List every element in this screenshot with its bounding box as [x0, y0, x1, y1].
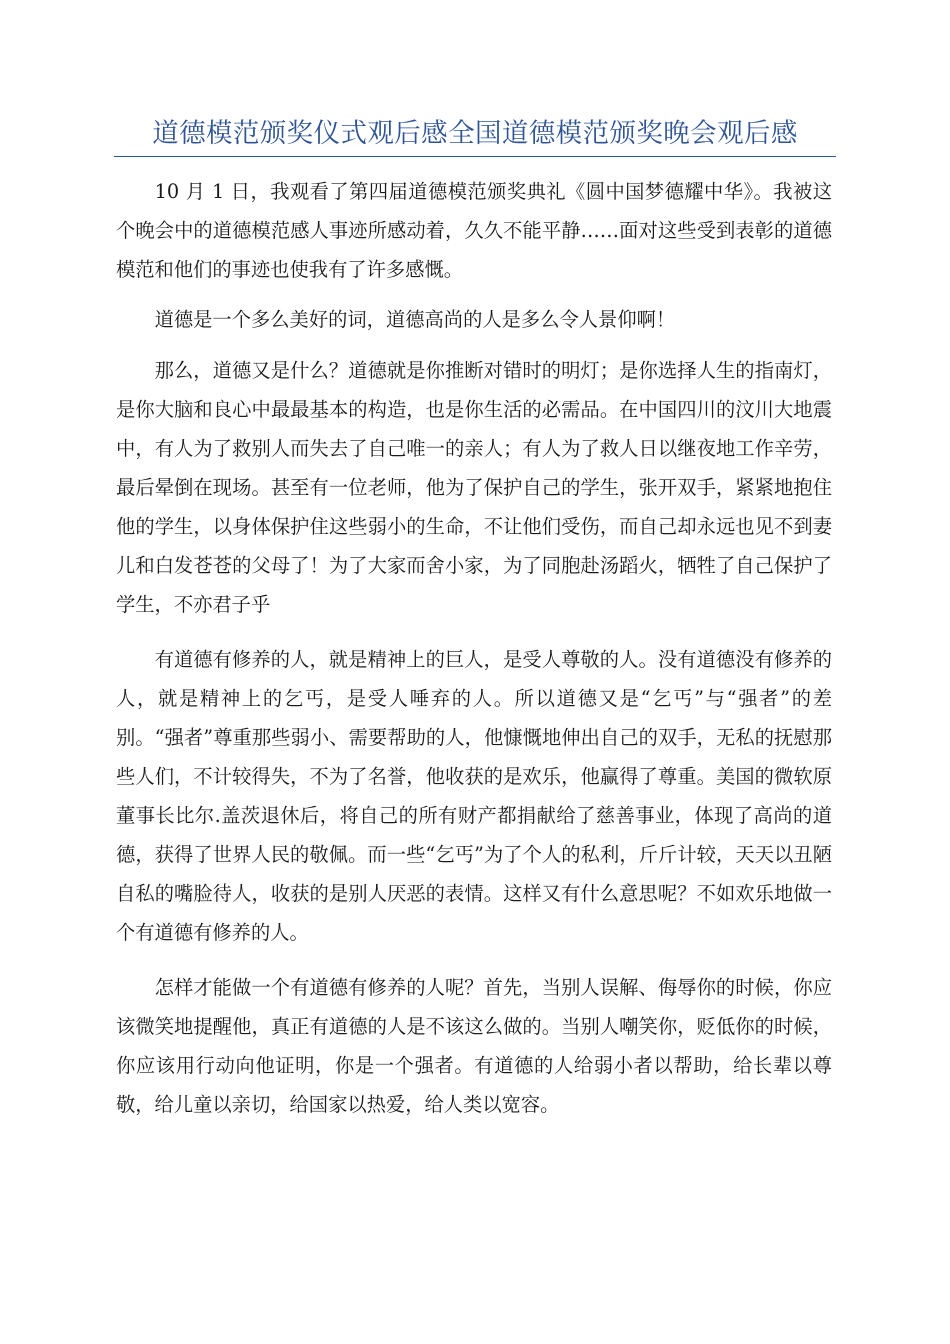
paragraph-1: 10 月 1 日，我观看了第四届道德模范颁奖典礼《圆中国梦德耀中华》。我被这个晚会中的道德模范感人事迹所感动着，久久不能平静……面对这些受到表彰的道德模范和他们的事迹也使我有了许多感慨。 [116, 180, 832, 281]
document-title: 道德模范颁奖仪式观后感全国道德模范颁奖晚会观后感 [152, 118, 798, 149]
paragraph-2: 道德是一个多么美好的词，道德高尚的人是多么令人景仰啊！ [154, 308, 676, 331]
paragraph-5: 怎样才能做一个有道德有修养的人呢？首先，当别人误解、侮辱你的时候，你应该微笑地提醒他，真正有道德的人是不该这么做的。当别人嘲笑你，贬低你的时候，你应该用行动向他证明，你是一个强者。有道德的人给弱小者以帮助，给长辈以尊敬，给儿童以亲切，给国家以热爱，给人类以宽容。 [116, 976, 832, 1116]
paragraph-4: 有道德有修养的人，就是精神上的巨人，是受人尊敬的人。没有道德没有修养的人，就是精神上的乞丐，是受人唾弃的人。所以道德又是“乞丐”与“强者”的差别。“强者”尊重那些弱小、需要帮助的人，他慷慨地伸出自己的双手，无私的抚慰那些人们，不计较得失，不为了名誉，他收获的是欢乐，他赢得了尊重。美国的微软原董事长比尔.盖茨退休后，将自己的所有财产都捐献给了慈善事业，体现了高尚的道德，获得了世界人民的敬佩。而一些“乞丐”为了个人的私利，斤斤计较，天天以丑陋自私的嘴脸待人，收获的是别人厌恶的表情。这样又有什么意思呢？不如欢乐地做一个有道德有修养的人。 [116, 648, 832, 944]
document-body [116, 172, 832, 1124]
title-underline [114, 156, 836, 157]
paragraph-3: 那么，道德又是什么？道德就是你推断对错时的明灯；是你选择人生的指南灯，是你大脑和良心中最最基本的构造，也是你生活的必需品。在中国四川的汶川大地震中，有人为了救别人而失去了自己唯一的亲人；有人为了救人日以继夜地工作辛劳，最后晕倒在现场。甚至有一位老师，他为了保护自己的学生，张开双手，紧紧地抱住他的学生，以身体保护住这些弱小的生命，不让他们受伤，而自己却永远也见不到妻儿和白发苍苍的父母了！为了大家而舍小家，为了同胞赴汤蹈火，牺牲了自己保护了学生，不亦君子乎 [116, 359, 832, 616]
